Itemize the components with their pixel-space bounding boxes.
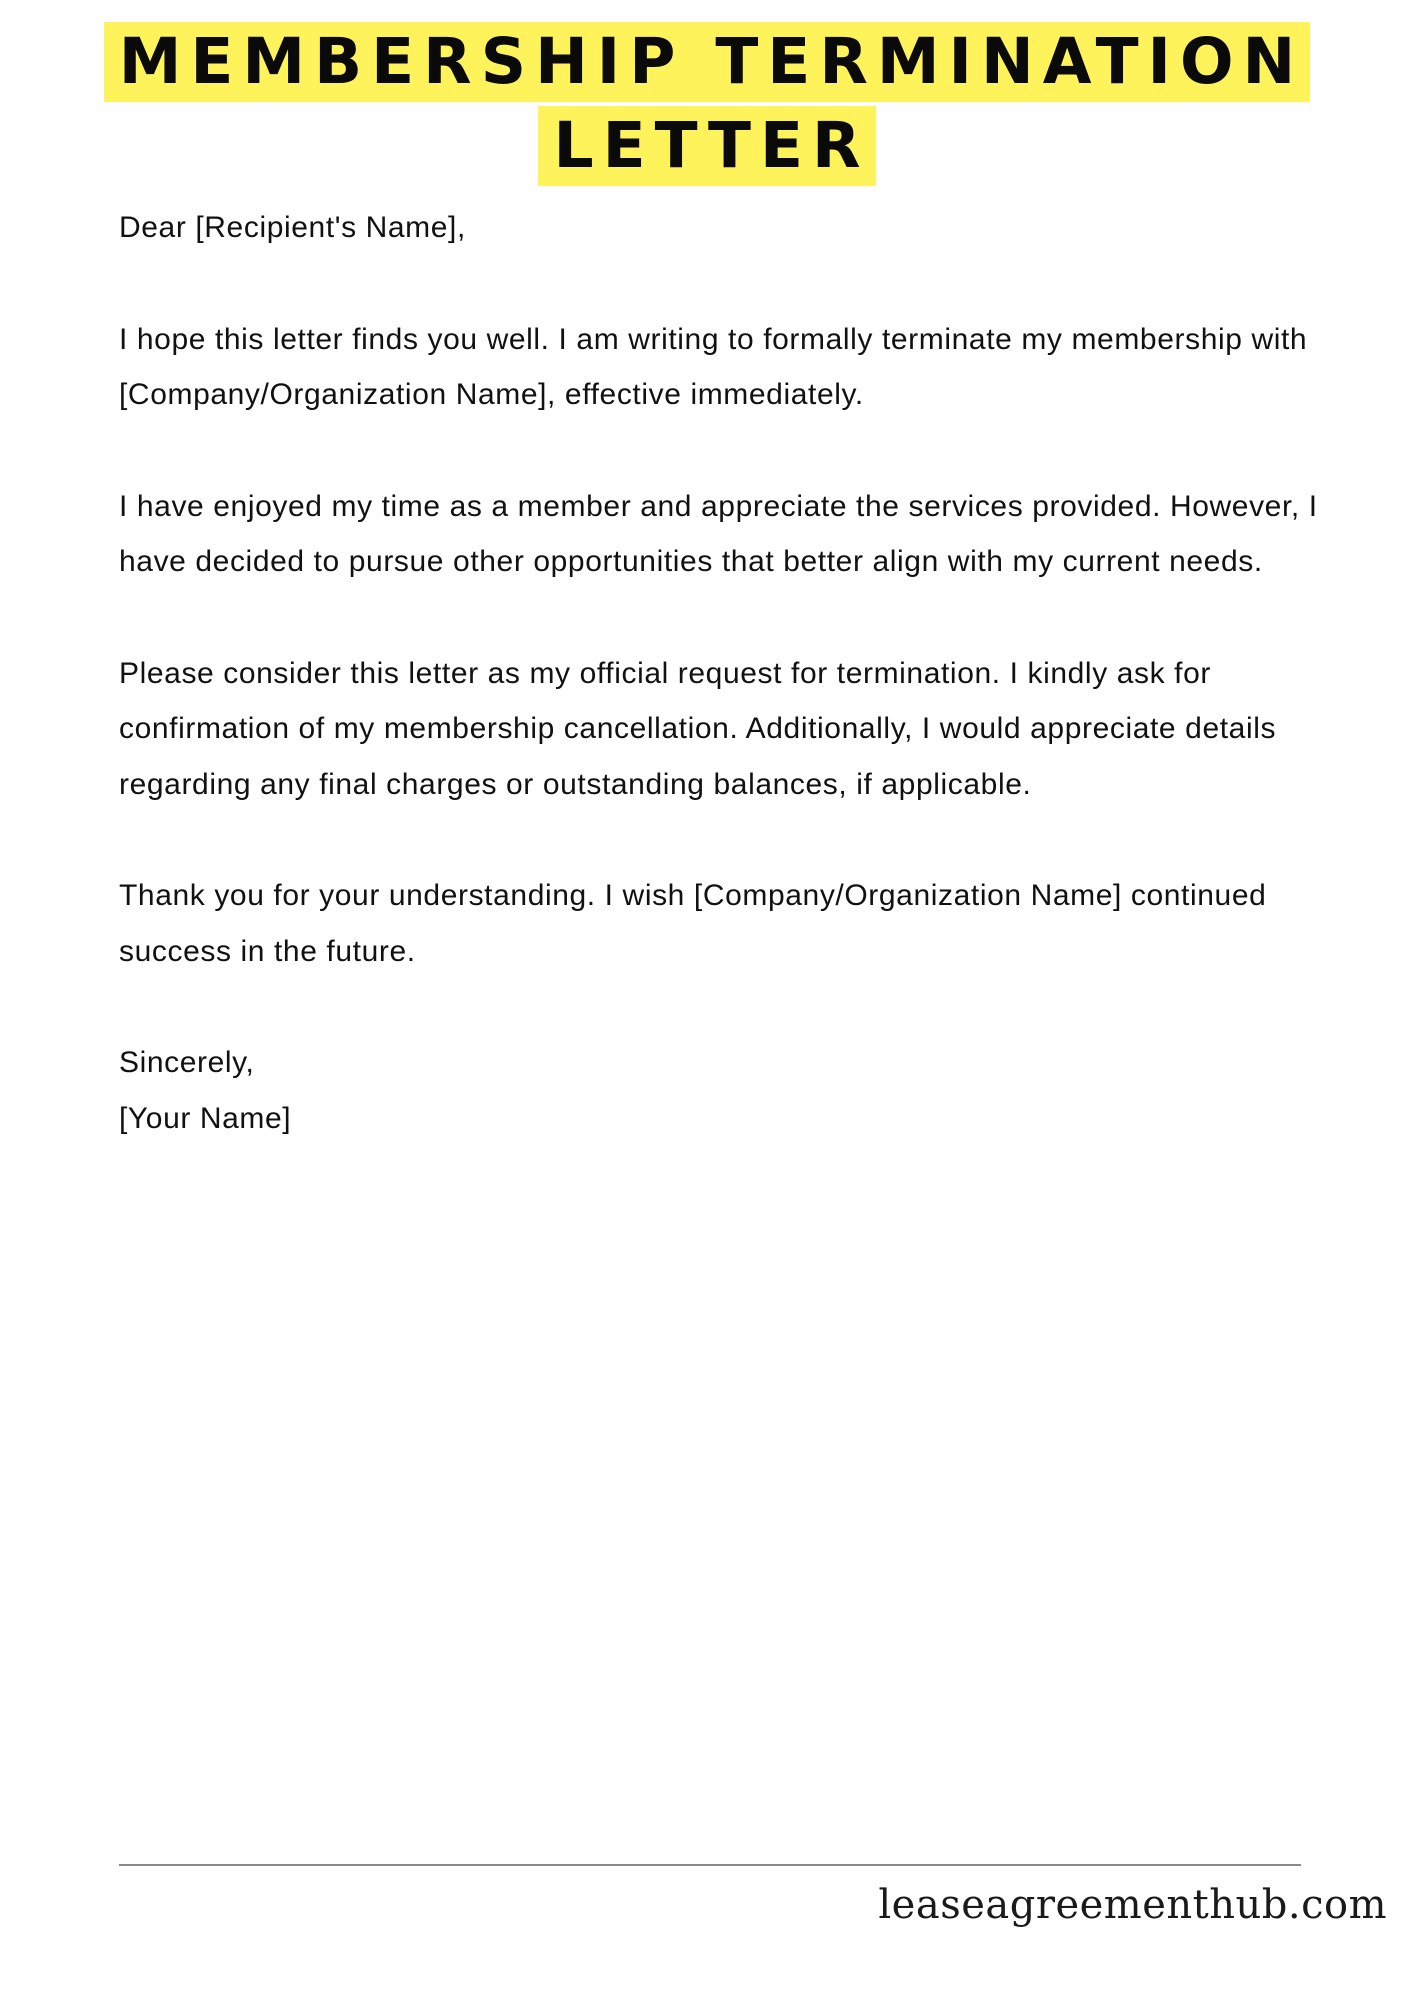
paragraph-3: Please consider this letter as my official request for termination. I kindly ask for confirmation of my membership cancellation. Additionally, I would appreciate details regarding any final charges or outstanding balances, if applicable. xyxy=(119,656,1277,801)
salutation: Dear [Recipient's Name], xyxy=(119,211,466,244)
document-title xyxy=(0,22,1414,190)
letter-body xyxy=(119,200,1329,1146)
signature-placeholder: [Your Name] xyxy=(119,1101,292,1135)
title-line-1: MEMBERSHIP TERMINATION xyxy=(104,22,1311,102)
paragraph-2: I have enjoyed my time as a member and appreciate the services provided. However, I have decided to pursue other opportunities that better align with my current needs. xyxy=(119,489,1318,578)
footer-brand-logo: leaseagreementhub.com xyxy=(878,1882,1387,1928)
closing: Sincerely, xyxy=(119,1046,255,1079)
footer-divider xyxy=(119,1864,1301,1866)
title-line-2: LETTER xyxy=(538,106,875,186)
paragraph-1: I hope this letter finds you well. I am writing to formally terminate my membership with [Company/Organization Name], effective immediately. xyxy=(119,322,1308,411)
paragraph-4: Thank you for your understanding. I wish [Company/Organization Name] continued success in the future. xyxy=(119,879,1267,968)
